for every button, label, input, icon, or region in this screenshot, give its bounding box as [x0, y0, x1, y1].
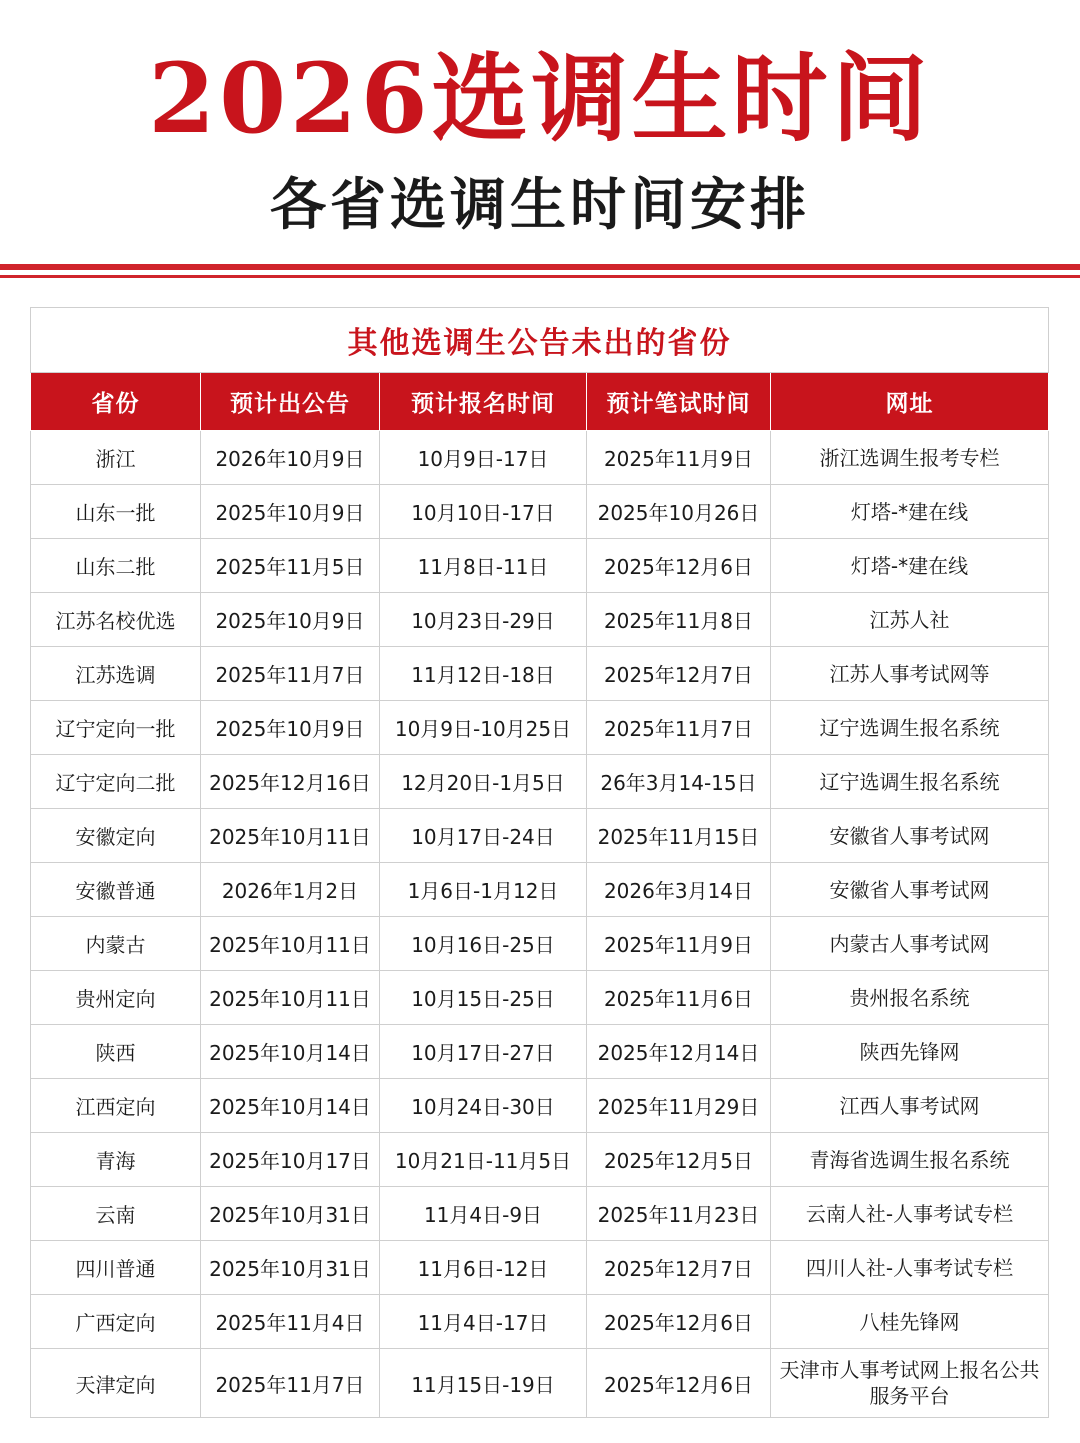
table-row: [31, 485, 1049, 539]
cell-website: 灯塔-*建在线: [771, 485, 1049, 539]
cell-website: 灯塔-*建在线: [771, 539, 1049, 593]
cell-exam-date: 2026年3月14日: [587, 863, 771, 917]
cell-registration-period: 10月10日-17日: [380, 485, 587, 539]
cell-website: 安徽省人事考试网: [771, 809, 1049, 863]
cell-announcement-date: 2025年10月17日: [201, 1133, 380, 1187]
cell-registration-period: 10月21日-11月5日: [380, 1133, 587, 1187]
cell-exam-date: 2025年11月29日: [587, 1079, 771, 1133]
cell-website: 安徽省人事考试网: [771, 863, 1049, 917]
cell-registration-period: 11月15日-19日: [380, 1349, 587, 1418]
cell-registration-period: 11月6日-12日: [380, 1241, 587, 1295]
cell-exam-date: 2025年12月6日: [587, 1295, 771, 1349]
cell-website: 内蒙古人事考试网: [771, 917, 1049, 971]
cell-announcement-date: 2025年10月9日: [201, 485, 380, 539]
table-row: [31, 593, 1049, 647]
subtitle: 各省选调生时间安排: [270, 172, 810, 238]
column-header-province: 省份: [31, 373, 201, 431]
column-header-exam: 预计笔试时间: [587, 373, 771, 431]
cell-province: 贵州定向: [31, 971, 201, 1025]
table-caption: 其他选调生公告未出的省份: [31, 308, 1049, 373]
cell-province: 天津定向: [31, 1349, 201, 1418]
cell-registration-period: 10月17日-27日: [380, 1025, 587, 1079]
cell-announcement-date: 2025年10月31日: [201, 1241, 380, 1295]
cell-announcement-date: 2025年10月11日: [201, 917, 380, 971]
cell-registration-period: 10月24日-30日: [380, 1079, 587, 1133]
cell-registration-period: 12月20日-1月5日: [380, 755, 587, 809]
cell-exam-date: 2025年11月7日: [587, 701, 771, 755]
cell-announcement-date: 2025年11月7日: [201, 647, 380, 701]
table-row: [31, 701, 1049, 755]
divider-thin: [0, 275, 1080, 278]
cell-announcement-date: 2025年10月31日: [201, 1187, 380, 1241]
table-row: [31, 1025, 1049, 1079]
table-row: [31, 755, 1049, 809]
cell-exam-date: 2025年12月5日: [587, 1133, 771, 1187]
cell-registration-period: 10月16日-25日: [380, 917, 587, 971]
cell-exam-date: 2025年11月9日: [587, 917, 771, 971]
cell-exam-date: 2025年12月14日: [587, 1025, 771, 1079]
cell-announcement-date: 2025年10月9日: [201, 701, 380, 755]
cell-province: 安徽定向: [31, 809, 201, 863]
cell-exam-date: 26年3月14-15日: [587, 755, 771, 809]
cell-website: 浙江选调生报考专栏: [771, 431, 1049, 485]
cell-registration-period: 1月6日-1月12日: [380, 863, 587, 917]
table-row: [31, 1295, 1049, 1349]
cell-province: 云南: [31, 1187, 201, 1241]
cell-announcement-date: 2025年10月11日: [201, 809, 380, 863]
cell-exam-date: 2025年10月26日: [587, 485, 771, 539]
table-row: [31, 1079, 1049, 1133]
cell-exam-date: 2025年11月23日: [587, 1187, 771, 1241]
cell-registration-period: 10月9日-10月25日: [380, 701, 587, 755]
cell-announcement-date: 2025年10月14日: [201, 1025, 380, 1079]
cell-province: 辽宁定向二批: [31, 755, 201, 809]
table-row: [31, 809, 1049, 863]
cell-province: 山东一批: [31, 485, 201, 539]
column-header-announcement: 预计出公告: [201, 373, 380, 431]
divider-thick: [0, 264, 1080, 270]
cell-exam-date: 2025年12月6日: [587, 1349, 771, 1418]
cell-website: 云南人社-人事考试专栏: [771, 1187, 1049, 1241]
cell-province: 山东二批: [31, 539, 201, 593]
cell-registration-period: 10月15日-25日: [380, 971, 587, 1025]
cell-registration-period: 11月4日-17日: [380, 1295, 587, 1349]
cell-exam-date: 2025年12月6日: [587, 539, 771, 593]
cell-website: 江苏人事考试网等: [771, 647, 1049, 701]
column-header-registration: 预计报名时间: [380, 373, 587, 431]
cell-announcement-date: 2025年11月4日: [201, 1295, 380, 1349]
cell-website: 八桂先锋网: [771, 1295, 1049, 1349]
cell-website: 四川人社-人事考试专栏: [771, 1241, 1049, 1295]
cell-province: 内蒙古: [31, 917, 201, 971]
cell-exam-date: 2025年11月15日: [587, 809, 771, 863]
cell-province: 江苏名校优选: [31, 593, 201, 647]
table-row: [31, 1241, 1049, 1295]
table-row: [31, 1133, 1049, 1187]
cell-announcement-date: 2025年11月7日: [201, 1349, 380, 1418]
cell-province: 江苏选调: [31, 647, 201, 701]
cell-registration-period: 11月8日-11日: [380, 539, 587, 593]
cell-announcement-date: 2025年10月9日: [201, 593, 380, 647]
cell-province: 四川普通: [31, 1241, 201, 1295]
cell-registration-period: 10月17日-24日: [380, 809, 587, 863]
cell-announcement-date: 2025年10月14日: [201, 1079, 380, 1133]
table-row: [31, 917, 1049, 971]
cell-province: 辽宁定向一批: [31, 701, 201, 755]
cell-registration-period: 11月4日-9日: [380, 1187, 587, 1241]
table-body: [31, 431, 1049, 1418]
cell-exam-date: 2025年12月7日: [587, 1241, 771, 1295]
cell-exam-date: 2025年11月8日: [587, 593, 771, 647]
table-header-row: [31, 373, 1049, 431]
cell-exam-date: 2025年12月7日: [587, 647, 771, 701]
table-row: [31, 431, 1049, 485]
cell-province: 陕西: [31, 1025, 201, 1079]
cell-announcement-date: 2025年11月5日: [201, 539, 380, 593]
cell-registration-period: 10月23日-29日: [380, 593, 587, 647]
table-row: [31, 863, 1049, 917]
table-row: [31, 539, 1049, 593]
cell-announcement-date: 2026年10月9日: [201, 431, 380, 485]
cell-website: 贵州报名系统: [771, 971, 1049, 1025]
column-header-website: 网址: [771, 373, 1049, 431]
main-title: 2026选调生时间: [148, 42, 932, 155]
cell-website: 辽宁选调生报名系统: [771, 701, 1049, 755]
schedule-table-container: [30, 307, 1048, 1418]
cell-province: 青海: [31, 1133, 201, 1187]
cell-website: 江西人事考试网: [771, 1079, 1049, 1133]
cell-announcement-date: 2025年10月11日: [201, 971, 380, 1025]
cell-website: 江苏人社: [771, 593, 1049, 647]
cell-province: 安徽普通: [31, 863, 201, 917]
schedule-table: [30, 307, 1049, 1418]
table-row: [31, 1349, 1049, 1418]
cell-website: 天津市人事考试网上报名公共服务平台: [771, 1349, 1049, 1418]
cell-website: 陕西先锋网: [771, 1025, 1049, 1079]
cell-announcement-date: 2026年1月2日: [201, 863, 380, 917]
cell-registration-period: 11月12日-18日: [380, 647, 587, 701]
cell-province: 广西定向: [31, 1295, 201, 1349]
table-row: [31, 1187, 1049, 1241]
cell-website: 青海省选调生报名系统: [771, 1133, 1049, 1187]
cell-exam-date: 2025年11月9日: [587, 431, 771, 485]
cell-exam-date: 2025年11月6日: [587, 971, 771, 1025]
table-row: [31, 647, 1049, 701]
cell-province: 江西定向: [31, 1079, 201, 1133]
cell-announcement-date: 2025年12月16日: [201, 755, 380, 809]
cell-website: 辽宁选调生报名系统: [771, 755, 1049, 809]
table-row: [31, 971, 1049, 1025]
cell-registration-period: 10月9日-17日: [380, 431, 587, 485]
cell-province: 浙江: [31, 431, 201, 485]
